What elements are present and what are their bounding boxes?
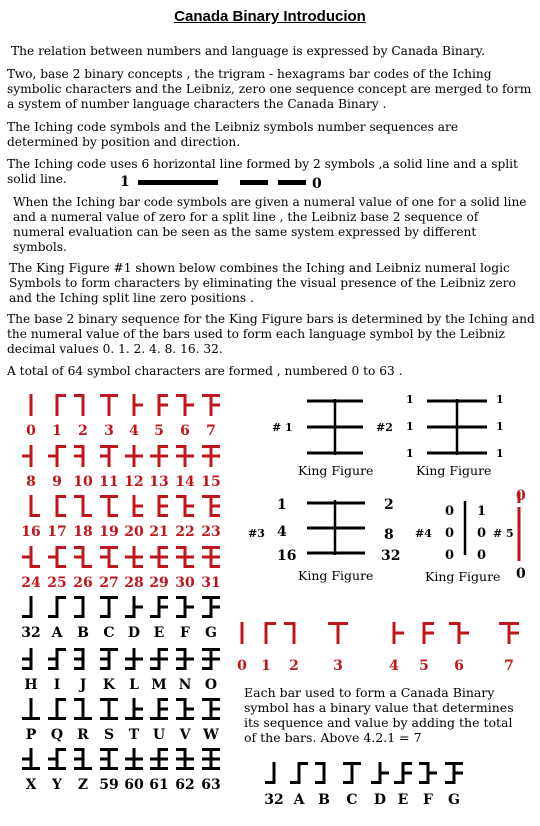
intro-paragraph-1: The relation between numbers and language is expressed by Canada Binary. (11, 44, 485, 58)
symbol-label: 10 (73, 474, 93, 490)
footer-symbol-label: F (423, 792, 433, 808)
binary-glyph (125, 698, 143, 720)
symbol-label: 31 (201, 575, 221, 591)
king-figure-1 (307, 399, 363, 455)
solid-line-icon (138, 180, 218, 185)
fig5-value: 0 (516, 566, 526, 582)
symbol-label: 18 (73, 524, 93, 540)
symbol-label: N (178, 677, 192, 693)
symbol-label: 61 (149, 777, 169, 793)
symbol-label: Y (52, 777, 62, 793)
binary-glyph (499, 622, 519, 644)
binary-glyph (22, 748, 40, 770)
binary-glyph (100, 546, 118, 568)
binary-glyph (202, 495, 220, 517)
binary-glyph (176, 394, 194, 416)
binary-glyph (22, 596, 31, 618)
footer-symbol-label: 32 (264, 792, 284, 808)
binary-glyph (394, 622, 404, 644)
footer-symbols (262, 758, 472, 813)
binary-glyph (74, 748, 92, 770)
binary-glyph (202, 546, 220, 568)
intro-paragraph-4: The Iching code uses 6 horizontal line formed by 2 symbols ,a solid line and a split solid line. (7, 157, 518, 186)
fig4-value: 0 (477, 526, 487, 541)
binary-glyph (134, 394, 143, 416)
binary-glyph (202, 748, 220, 770)
fig2-value: 1 (406, 447, 414, 460)
symbol-label: 21 (149, 524, 169, 540)
intro-paragraph-5: When the Iching bar code symbols are given a numeral value of one for a solid line and a numeral value of zero for a split line , the Leibniz base 2 sequence of numeral evaluation can be seen as the same system expressed by different symbols. (13, 195, 527, 254)
binary-glyph (202, 648, 220, 670)
binary-glyph (328, 622, 348, 644)
symbol-label: 24 (21, 575, 41, 591)
binary-glyph (74, 445, 83, 467)
intro-paragraph-3: The Iching code symbols and the Leibniz symbols number sequences are determined by position and direction. (7, 120, 459, 149)
binary-glyph (74, 546, 92, 568)
intro-paragraph-6: The King Figure #1 shown below combines the Iching and Leibniz numeral logic Symbols to form characters by eliminating the visual presence of the Leibniz zero and the Iching split line zero positions . (9, 261, 516, 305)
symbol-label: 20 (124, 524, 144, 540)
binary-glyph (284, 622, 294, 644)
fig2-value: 1 (406, 393, 414, 406)
intro-paragraph-7: The base 2 binary sequence for the King Figure bars is determined by the Iching and the numeral value of the bars used to form each language symbol by the Leibniz decimal values 0. 1. 2. 4. 8. 16. 32. (7, 312, 535, 356)
fig3-value: 16 (277, 548, 297, 564)
symbol-label: A (51, 625, 63, 641)
fig3-value: 32 (381, 548, 401, 564)
symbol-label: 60 (124, 777, 144, 793)
binary-glyph (176, 546, 194, 568)
fig3-value: 8 (384, 527, 394, 543)
page-title: Canada Binary Introducion (174, 8, 366, 25)
symbol-label: P (25, 727, 37, 743)
sequence-number: 2 (289, 658, 299, 674)
binary-glyph (176, 495, 194, 517)
symbol-label: 14 (175, 474, 195, 490)
binary-glyph (74, 648, 83, 670)
symbol-label: H (24, 677, 38, 693)
binary-glyph (100, 596, 118, 618)
fig3-value: 2 (384, 497, 394, 513)
binary-glyph (176, 445, 194, 467)
intro-paragraph-2: Two, base 2 binary concepts , the trigram - hexagrams bar codes of the Iching symbolic characters and the Leibniz, zero one sequence concept are merged to form a system of number language characters the Canada Binary . (7, 67, 532, 111)
binary-glyph (125, 596, 143, 618)
symbol-label: 0 (26, 423, 36, 439)
binary-glyph (100, 648, 118, 670)
king-figure-4-caption: King Figure (425, 569, 501, 584)
symbol-label: 27 (99, 575, 119, 591)
footer-symbol-label: B (318, 792, 330, 808)
symbol-label: 7 (206, 423, 216, 439)
symbol-label: 25 (47, 575, 67, 591)
binary-glyph (150, 445, 168, 467)
symbol-label: K (102, 677, 116, 693)
king-figure-1-label: # 1 (272, 421, 293, 434)
symbol-label: 59 (99, 777, 119, 793)
binary-glyph (394, 762, 412, 784)
fig4-value: 0 (477, 548, 487, 563)
solid-line-value: 1 (120, 174, 130, 190)
fig3-value: 1 (277, 497, 287, 513)
symbol-label: 3 (104, 423, 114, 439)
symbol-label: D (127, 625, 141, 641)
fig3-value: 4 (277, 524, 287, 540)
binary-glyph (48, 648, 66, 670)
binary-glyph (202, 394, 220, 416)
symbol-label: X (25, 777, 37, 793)
line-example (118, 174, 338, 192)
binary-glyph (176, 698, 194, 720)
footer-symbol-label: E (397, 792, 409, 808)
sequence-number: 7 (504, 658, 514, 674)
binary-glyph (176, 596, 194, 618)
king-figure-2-caption: King Figure (416, 463, 492, 478)
binary-glyph (125, 648, 143, 670)
binary-glyph (202, 698, 220, 720)
symbol-label: 26 (73, 575, 93, 591)
symbol-label: 30 (175, 575, 195, 591)
binary-glyph (150, 546, 168, 568)
binary-glyph (424, 622, 434, 644)
symbol-label: 1 (52, 423, 62, 439)
binary-glyph (100, 698, 118, 720)
symbol-label: U (152, 727, 166, 743)
binary-glyph (125, 546, 143, 568)
binary-glyph (74, 394, 83, 416)
symbol-label: 9 (52, 474, 62, 490)
binary-glyph (31, 495, 40, 517)
symbol-label: 11 (99, 474, 119, 490)
fig2-value: 1 (496, 447, 504, 460)
binary-glyph (134, 495, 143, 517)
binary-glyph (176, 648, 194, 670)
symbol-label: 16 (21, 524, 41, 540)
binary-glyph (22, 546, 40, 568)
symbol-label: M (151, 677, 167, 693)
sequence-number: 1 (261, 658, 271, 674)
footer-symbol-label: A (293, 792, 305, 808)
binary-glyph (445, 762, 463, 784)
sequence-row (234, 600, 524, 675)
binary-glyph (74, 596, 83, 618)
split-line-value: 0 (312, 176, 322, 192)
symbol-label: 22 (175, 524, 195, 540)
binary-glyph (419, 762, 437, 784)
binary-glyph (150, 698, 168, 720)
king-figure-3 (307, 500, 365, 555)
binary-glyph (48, 546, 66, 568)
symbol-label: S (103, 727, 115, 743)
binary-glyph (100, 445, 118, 467)
symbol-label: 62 (175, 777, 195, 793)
split-line-icon (240, 180, 306, 185)
symbol-label: 32 (21, 625, 41, 641)
symbol-label: I (53, 677, 61, 693)
binary-glyph (150, 596, 168, 618)
king-figure-2-label: #2 (376, 421, 393, 434)
symbol-label: 8 (26, 474, 36, 490)
footer-paragraph: Each bar used to form a Canada Binary symbol has a binary value that determines its sequence and value by adding the total of the bars. Above 4.2.1 = 7 (244, 685, 514, 745)
binary-glyph (48, 596, 66, 618)
symbol-label: 6 (180, 423, 190, 439)
binary-glyph (100, 394, 118, 416)
symbol-label: 28 (124, 575, 144, 591)
binary-glyph (265, 762, 274, 784)
fig2-value: 1 (406, 420, 414, 433)
symbol-label: T (128, 727, 140, 743)
binary-glyph (290, 762, 308, 784)
binary-glyph (125, 445, 143, 467)
binary-glyph (202, 445, 220, 467)
footer-symbol-label: D (373, 792, 387, 808)
sequence-number: 3 (333, 658, 343, 674)
symbol-label: 4 (129, 423, 139, 439)
fig5-value: 0 (516, 488, 526, 504)
binary-glyph (48, 748, 66, 770)
symbol-label: 29 (149, 575, 169, 591)
binary-glyph (57, 394, 66, 416)
symbol-label: 5 (154, 423, 164, 439)
symbol-label: 15 (201, 474, 221, 490)
binary-glyph (57, 495, 66, 517)
king-figure-3-caption: King Figure (298, 568, 374, 583)
binary-glyph (371, 762, 389, 784)
symbol-label: 63 (201, 777, 221, 793)
symbol-label: J (79, 677, 87, 693)
symbol-label: G (205, 625, 217, 641)
intro-paragraph-8: A total of 64 symbol characters are formed , numbered 0 to 63 . (7, 364, 403, 378)
binary-glyph (150, 748, 168, 770)
symbol-label: 17 (47, 524, 67, 540)
symbol-label: Q (50, 727, 64, 743)
footer-symbol-label: C (346, 792, 358, 808)
king-figure-1-caption: King Figure (298, 463, 374, 478)
binary-glyph (176, 748, 194, 770)
binary-glyph (202, 596, 220, 618)
fig2-value: 1 (496, 420, 504, 433)
symbol-label: C (103, 625, 115, 641)
king-figure-4-label: #4 (415, 527, 432, 540)
binary-glyph (100, 748, 118, 770)
symbol-label: F (180, 625, 190, 641)
binary-glyph (22, 648, 31, 670)
binary-glyph (125, 748, 143, 770)
symbol-label: 2 (78, 423, 88, 439)
footer-symbol-label: G (448, 792, 460, 808)
symbol-label: B (77, 625, 89, 641)
binary-glyph (22, 445, 31, 467)
king-figure-2 (427, 399, 487, 455)
binary-glyph (48, 698, 66, 720)
binary-glyph (449, 622, 469, 644)
king-figure-3-label: #3 (248, 527, 265, 540)
binary-glyph (159, 394, 168, 416)
symbol-label: R (77, 727, 89, 743)
symbol-label: 19 (99, 524, 119, 540)
binary-glyph (22, 698, 40, 720)
binary-glyph (266, 622, 276, 644)
binary-glyph (150, 648, 168, 670)
symbol-label: Z (77, 777, 89, 793)
symbol-label: 12 (124, 474, 144, 490)
fig4-value: 0 (445, 526, 455, 541)
fig4-value: 0 (445, 548, 455, 563)
binary-glyph (100, 495, 118, 517)
sequence-number: 4 (389, 658, 399, 674)
binary-glyph (315, 762, 324, 784)
symbol-label: W (203, 727, 219, 743)
sequence-number: 0 (237, 658, 247, 674)
fig4-value: 0 (445, 504, 455, 519)
symbol-label: E (153, 625, 165, 641)
binary-glyph (74, 698, 92, 720)
sequence-number: 6 (454, 658, 464, 674)
symbol-grid (15, 388, 245, 798)
fig2-value: 1 (496, 393, 504, 406)
sequence-number: 5 (419, 658, 429, 674)
symbol-label: L (129, 677, 139, 693)
binary-glyph (48, 445, 66, 467)
binary-glyph (74, 495, 92, 517)
binary-glyph (159, 495, 168, 517)
symbol-label: O (204, 677, 218, 693)
binary-glyph (343, 762, 361, 784)
fig4-value: 1 (477, 504, 487, 519)
symbol-label: 23 (201, 524, 221, 540)
symbol-label: V (179, 727, 191, 743)
king-figure-5-label: # 5 (493, 527, 514, 540)
symbol-label: 13 (149, 474, 169, 490)
